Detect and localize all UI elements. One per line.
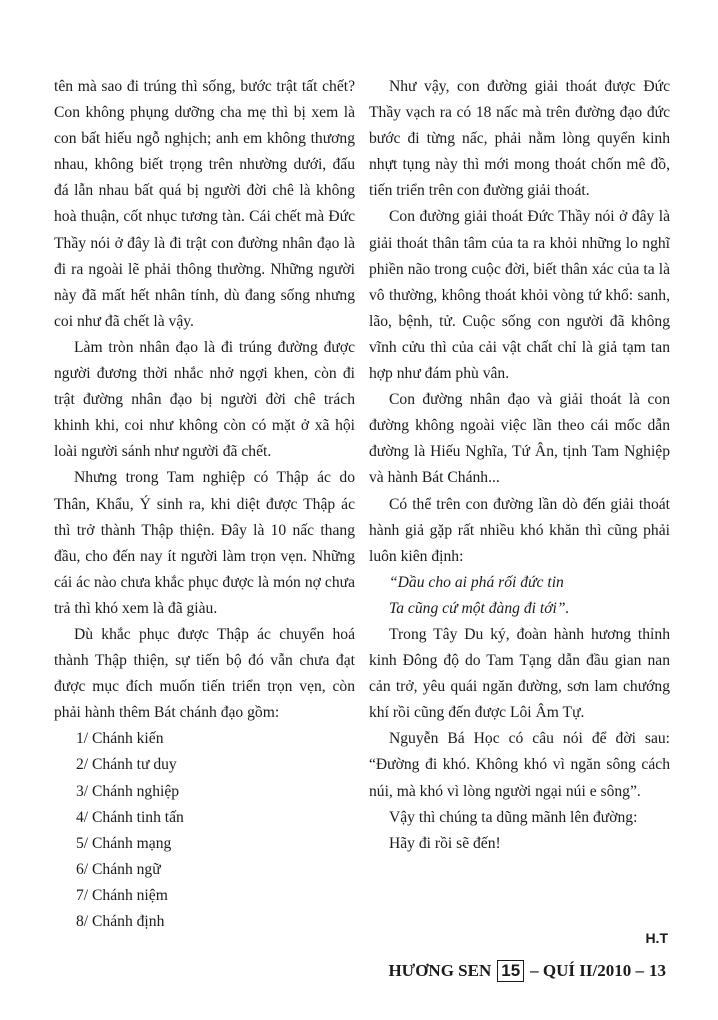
paragraph: Như vậy, con đường giải thoát được Đức Thầy vạch ra có 18 nấc mà trên đường đạo đức bước đi từng nấc, phải nằm lòng quyển kinh nhựt tụng này thì mới mong thoát chốn mê đồ, tiến triển trên con đường giải thoát. [369,78,670,200]
list-item: 2/ Chánh tư duy [76,756,177,774]
magazine-name: HƯƠNG SEN [388,961,492,980]
list-item: 3/ Chánh nghiệp [76,782,180,800]
paragraph: Nhưng trong Tam nghiệp có Thập ác do Thân, Khẩu, Ý sinh ra, khi diệt được Thập ác thì trở thành Thập thiện. Đây là 10 nấc thang đầu, cho đến nay ít người làm trọn vẹn. Những cái ác nào chưa khắc phục được là món nợ chưa trả thì khó xem là đã giàu. [54,469,355,617]
right-column [369,74,670,857]
paragraph: Nguyễn Bá Học có câu nói để đời sau: “Đường đi khó. Không khó vì ngăn sông cách núi, mà khó vì lòng người ngại núi e sông”. [369,730,670,800]
paragraph: Con đường giải thoát Đức Thầy nói ở đây là giải thoát thân tâm của ta ra khỏi những lo nghĩ phiền não trong cuộc đời, biết thân xác của ta là vô thường, không thoát khỏi vòng tứ khổ: sanh, lão, bệnh, tử. Cuộc sống con người đã không vĩnh cửu thì của cải vật chất chỉ là giả tạm tan hợp như đám phù vân. [369,208,670,383]
author-signature: H.T [645,930,668,946]
issue-number: 15 [497,960,524,982]
list-item: 7/ Chánh niệm [76,886,168,904]
paragraph: Dù khắc phục được Thập ác chuyển hoá thành Thập thiện, sự tiến bộ đó vẫn chưa đạt được mục đích muốn tiến triển trọn vẹn, còn phải hành thêm Bát chánh đạo gồm: [54,625,355,722]
paragraph: Con đường nhân đạo và giải thoát là con đường không ngoài việc lần theo cái mốc dẫn đường là Hiếu Nghĩa, Tứ Ân, tịnh Tam Nghiệp và hành Bát Chánh... [369,391,670,487]
paragraph: tên mà sao đi trúng thì sống, bước trật tất chết? Con không phụng dưỡng cha mẹ thì bị xem là con bất hiếu ngỗ nghịch; anh em không thương nhau, không biết trọng trên nhường dưới, đấu đá lẫn nhau bất quá bị người đời chê là không hoà thuận, cốt nhục tương tàn. Cái chết mà Đức Thầy nói ở đây là đi trật con đường nhân đạo là đi ra ngoài lẽ phải thông thường. Những người này đã mất hết nhân tính, dù đang sống nhưng coi như đã chết là vậy. [54,78,355,330]
list-item: 8/ Chánh định [76,913,165,930]
paragraph: Hãy đi rồi sẽ đến! [389,834,501,852]
paragraph: Làm tròn nhân đạo là đi trúng đường được người đương thời nhắc nhở ngợi khen, còn đi trật đường nhân đạo bị người đời chê trách khinh khi, coi như không còn có mặt ở xã hội loài người sánh như người đã chết. [54,338,355,461]
paragraph: Vậy thì chúng ta dũng mãnh lên đường: [389,808,638,826]
left-column [54,74,355,935]
list-item: 5/ Chánh mạng [76,834,172,852]
list-item: 4/ Chánh tinh tấn [76,808,184,826]
page-footer [388,960,666,982]
paragraph: Trong Tây Du ký, đoàn hành hương thỉnh kinh Đông độ do Tam Tạng dẫn đầu gian nan cản trở, yêu quái ngăn đường, sơn lam chướng khí rồi cũng đến được Lôi Âm Tự. [369,625,670,722]
list-item: 1/ Chánh kiến [76,730,164,748]
poem-line: Ta cũng cứ một đàng đi tới”. [389,599,570,617]
poem-line: “Dầu cho ai phá rối đức tin [389,573,564,591]
issue-period: – QUÍ II/2010 – [530,961,644,980]
list-item: 6/ Chánh ngữ [76,860,161,878]
paragraph: Có thể trên con đường lần dò đến giải thoát hành giả gặp rất nhiều khó khăn thì cũng phải luôn kiên định: [369,495,670,565]
page-number: 13 [649,961,666,980]
